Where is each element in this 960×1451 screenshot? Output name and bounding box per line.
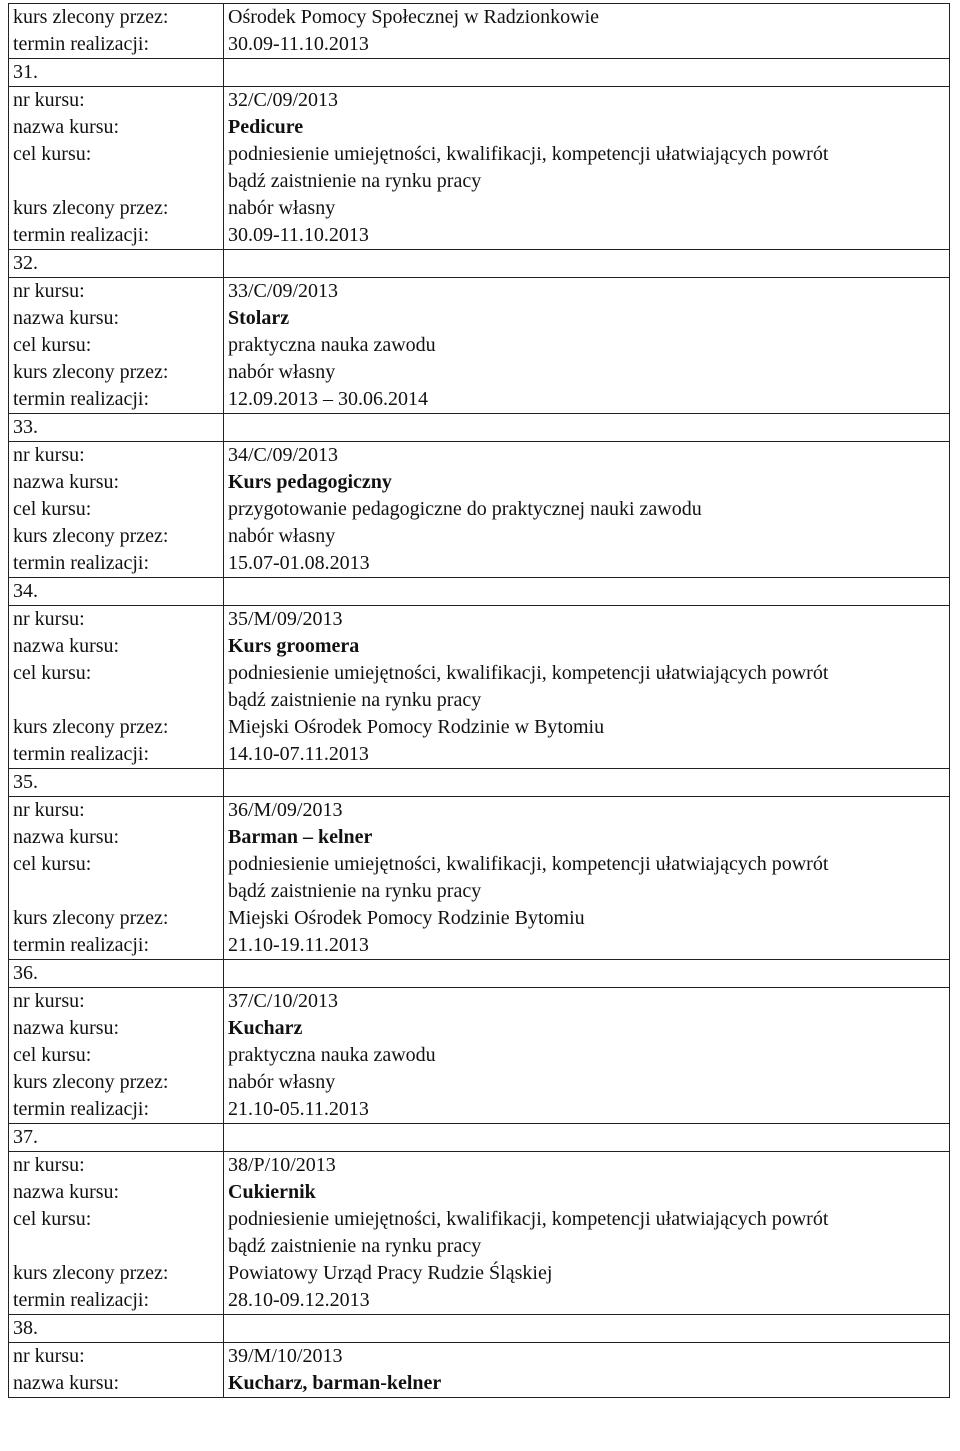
course-dates: 30.09-11.10.2013 — [228, 224, 369, 246]
label-nazwa: nazwa kursu: — [13, 116, 120, 138]
course-name: Kurs pedagogiczny — [228, 471, 392, 493]
course-name: Pedicure — [228, 116, 304, 138]
label-termin: termin realizacji: — [13, 224, 150, 246]
label-nr: nr kursu: — [13, 89, 85, 111]
course-nr: 35/M/09/2013 — [228, 608, 343, 630]
course-dates: 12.09.2013 – 30.06.2014 — [228, 388, 428, 410]
course-ordered-by: nabór własny — [228, 1071, 336, 1093]
label-nazwa: nazwa kursu: — [13, 1017, 120, 1039]
label-column — [9, 442, 224, 578]
course-goal-line: przygotowanie pedagogiczne do praktycznej nauki zawodu — [228, 498, 702, 520]
label-zlecony: kurs zlecony przez: — [13, 197, 169, 219]
course-number: 36. — [9, 960, 224, 988]
course-entry — [9, 278, 950, 414]
value-column — [224, 442, 950, 578]
course-goal-line: podniesienie umiejętności, kwalifikacji, kompetencji ułatwiających powrót — [228, 662, 829, 684]
course-number: 33. — [9, 414, 224, 442]
course-number-row — [9, 414, 950, 442]
label-cel: cel kursu: — [13, 498, 92, 520]
label-termin: termin realizacji: — [13, 934, 150, 956]
course-entry — [9, 606, 950, 769]
course-number: 37. — [9, 1124, 224, 1152]
label-column — [9, 278, 224, 414]
course-nr: 38/P/10/2013 — [228, 1154, 336, 1176]
course-number-spacer — [224, 769, 950, 797]
course-dates: 21.10-05.11.2013 — [228, 1098, 369, 1120]
course-name: Barman – kelner — [228, 826, 373, 848]
label-cel: cel kursu: — [13, 1208, 92, 1230]
course-nr: 33/C/09/2013 — [228, 280, 339, 302]
course-number-row — [9, 769, 950, 797]
label-nr: nr kursu: — [13, 799, 85, 821]
course-ordered-by: nabór własny — [228, 525, 336, 547]
course-number: 31. — [9, 59, 224, 87]
course-number-spacer — [224, 414, 950, 442]
label-column — [9, 988, 224, 1124]
course-number-spacer — [224, 578, 950, 606]
course-ordered-by: Miejski Ośrodek Pomocy Rodzinie Bytomiu — [228, 907, 585, 929]
label-zlecony: kurs zlecony przez: — [13, 716, 169, 738]
course-entry — [9, 797, 950, 960]
course-number-row — [9, 250, 950, 278]
course-ordered-by: Powiatowy Urząd Pracy Rudzie Śląskiej — [228, 1262, 553, 1284]
course-ordered-by: nabór własny — [228, 197, 336, 219]
label-cel: cel kursu: — [13, 853, 92, 875]
course-number-row — [9, 1124, 950, 1152]
course-number-spacer — [224, 1315, 950, 1343]
course-number-spacer — [224, 59, 950, 87]
label-column — [9, 1343, 224, 1398]
course-goal-line: bądź zaistnienie na rynku pracy — [228, 689, 482, 711]
course-number-spacer — [224, 1124, 950, 1152]
course-goal-line: praktyczna nauka zawodu — [228, 334, 436, 356]
label-column — [9, 1152, 224, 1315]
label-cel: cel kursu: — [13, 1044, 92, 1066]
label-termin: termin realizacji: — [13, 388, 150, 410]
course-list-body — [9, 4, 950, 1398]
course-dates: 28.10-09.12.2013 — [228, 1289, 370, 1311]
value-column — [224, 87, 950, 250]
course-nr: 39/M/10/2013 — [228, 1345, 343, 1367]
label-column — [9, 87, 224, 250]
course-nr: 36/M/09/2013 — [228, 799, 343, 821]
value-zlecony: Ośrodek Pomocy Społecznej w Radzionkowie — [228, 6, 600, 28]
course-number: 34. — [9, 578, 224, 606]
course-number-row — [9, 578, 950, 606]
label-column — [9, 797, 224, 960]
label-nr: nr kursu: — [13, 608, 85, 630]
course-name: Stolarz — [228, 307, 290, 329]
course-entry — [9, 988, 950, 1124]
course-number-row — [9, 960, 950, 988]
course-goal-line: podniesienie umiejętności, kwalifikacji, kompetencji ułatwiających powrót — [228, 1208, 829, 1230]
label-zlecony: kurs zlecony przez: — [13, 361, 169, 383]
course-nr: 37/C/10/2013 — [228, 990, 339, 1012]
course-goal-line: praktyczna nauka zawodu — [228, 1044, 436, 1066]
label-nazwa: nazwa kursu: — [13, 1181, 120, 1203]
course-nr: 34/C/09/2013 — [228, 444, 339, 466]
label-zlecony: kurs zlecony przez: — [13, 6, 169, 28]
value-column — [224, 4, 950, 59]
value-column — [224, 606, 950, 769]
label-nazwa: nazwa kursu: — [13, 826, 120, 848]
label-nr: nr kursu: — [13, 1154, 85, 1176]
course-goal-line: bądź zaistnienie na rynku pracy — [228, 880, 482, 902]
label-termin: termin realizacji: — [13, 1289, 150, 1311]
label-zlecony: kurs zlecony przez: — [13, 1262, 169, 1284]
course-ordered-by: nabór własny — [228, 361, 336, 383]
label-cel: cel kursu: — [13, 334, 92, 356]
label-nr: nr kursu: — [13, 990, 85, 1012]
course-entry-partial — [9, 1343, 950, 1398]
value-termin: 30.09-11.10.2013 — [228, 33, 369, 55]
value-column — [224, 797, 950, 960]
course-entry — [9, 442, 950, 578]
course-number: 35. — [9, 769, 224, 797]
course-name: Kucharz, barman-kelner — [228, 1372, 442, 1394]
value-column — [224, 1152, 950, 1315]
label-nr: nr kursu: — [13, 1345, 85, 1367]
course-number: 32. — [9, 250, 224, 278]
label-cel: cel kursu: — [13, 143, 92, 165]
course-name: Kurs groomera — [228, 635, 360, 657]
course-dates: 21.10-19.11.2013 — [228, 934, 369, 956]
course-ordered-by: Miejski Ośrodek Pomocy Rodzinie w Bytomiu — [228, 716, 605, 738]
label-nazwa: nazwa kursu: — [13, 635, 120, 657]
course-nr: 32/C/09/2013 — [228, 89, 339, 111]
label-nr: nr kursu: — [13, 280, 85, 302]
top-partial-entry — [9, 4, 950, 59]
label-termin: termin realizacji: — [13, 33, 150, 55]
label-termin: termin realizacji: — [13, 1098, 150, 1120]
value-column — [224, 988, 950, 1124]
value-column — [224, 1343, 950, 1398]
course-entry — [9, 87, 950, 250]
label-termin: termin realizacji: — [13, 552, 150, 574]
course-goal-line: bądź zaistnienie na rynku pracy — [228, 170, 482, 192]
course-number-row — [9, 59, 950, 87]
label-cel: cel kursu: — [13, 662, 92, 684]
value-column — [224, 278, 950, 414]
label-nazwa: nazwa kursu: — [13, 307, 120, 329]
label-nazwa: nazwa kursu: — [13, 1372, 120, 1394]
label-zlecony: kurs zlecony przez: — [13, 525, 169, 547]
course-goal-line: bądź zaistnienie na rynku pracy — [228, 1235, 482, 1257]
label-column — [9, 4, 224, 59]
course-number-spacer — [224, 250, 950, 278]
label-zlecony: kurs zlecony przez: — [13, 1071, 169, 1093]
label-nazwa: nazwa kursu: — [13, 471, 120, 493]
course-entry — [9, 1152, 950, 1315]
label-column — [9, 606, 224, 769]
course-name: Kucharz — [228, 1017, 303, 1039]
label-termin: termin realizacji: — [13, 743, 150, 765]
course-dates: 15.07-01.08.2013 — [228, 552, 370, 574]
course-list-table — [8, 3, 950, 1398]
course-number: 38. — [9, 1315, 224, 1343]
course-number-row — [9, 1315, 950, 1343]
course-goal-line: podniesienie umiejętności, kwalifikacji, kompetencji ułatwiających powrót — [228, 853, 829, 875]
course-number-spacer — [224, 960, 950, 988]
course-name: Cukiernik — [228, 1181, 316, 1203]
course-dates: 14.10-07.11.2013 — [228, 743, 369, 765]
label-nr: nr kursu: — [13, 444, 85, 466]
course-goal-line: podniesienie umiejętności, kwalifikacji, kompetencji ułatwiających powrót — [228, 143, 829, 165]
label-zlecony: kurs zlecony przez: — [13, 907, 169, 929]
